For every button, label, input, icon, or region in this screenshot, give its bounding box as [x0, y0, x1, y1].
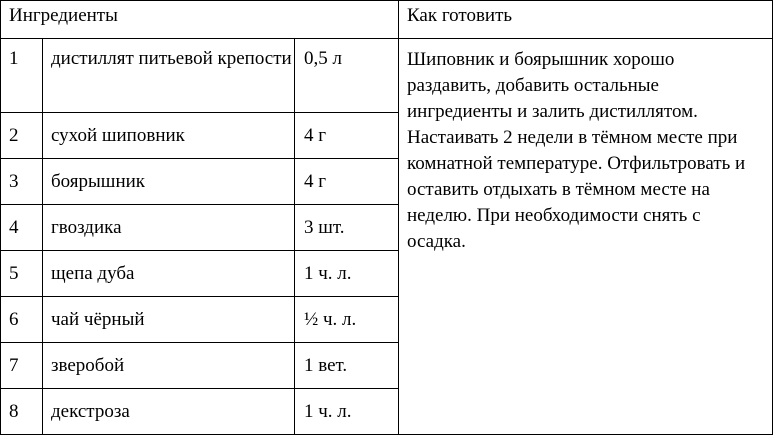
row-number: 5 [1, 251, 43, 297]
row-number: 7 [1, 343, 43, 389]
header-row [1, 1, 773, 39]
ingredient-name: щепа дуба [43, 251, 295, 297]
ingredient-name: боярышник [43, 159, 295, 205]
row-number: 1 [1, 39, 43, 113]
row-number: 6 [1, 297, 43, 343]
table-row [1, 39, 773, 113]
ingredient-quantity: 1 ч. л. [295, 389, 399, 435]
ingredient-name: чай чёрный [43, 297, 295, 343]
row-number: 8 [1, 389, 43, 435]
ingredient-name: сухой шиповник [43, 113, 295, 159]
ingredient-quantity: ½ ч. л. [295, 297, 399, 343]
ingredients-header: Ингредиенты [1, 1, 399, 39]
ingredient-quantity: 0,5 л [295, 39, 399, 113]
ingredient-name: зверобой [43, 343, 295, 389]
row-number: 4 [1, 205, 43, 251]
row-number: 3 [1, 159, 43, 205]
ingredient-quantity: 1 ч. л. [295, 251, 399, 297]
ingredient-name: декстроза [43, 389, 295, 435]
ingredient-quantity: 4 г [295, 159, 399, 205]
ingredient-quantity: 4 г [295, 113, 399, 159]
how-to-cook-header: Как готовить [399, 1, 773, 39]
instructions-text: Шиповник и боярышник хорошо раздавить, добавить остальные ингредиенты и залить дистиллятом. Настаивать 2 недели в тёмном месте при комнатной температуре. Отфильтровать и оставить отдыхать в тёмном месте на неделю. При необходимости снять с осадка. [399, 39, 773, 435]
ingredient-quantity: 1 вет. [295, 343, 399, 389]
row-number: 2 [1, 113, 43, 159]
ingredient-name: дистиллят питьевой крепости [43, 39, 295, 113]
ingredient-quantity: 3 шт. [295, 205, 399, 251]
ingredient-name: гвоздика [43, 205, 295, 251]
